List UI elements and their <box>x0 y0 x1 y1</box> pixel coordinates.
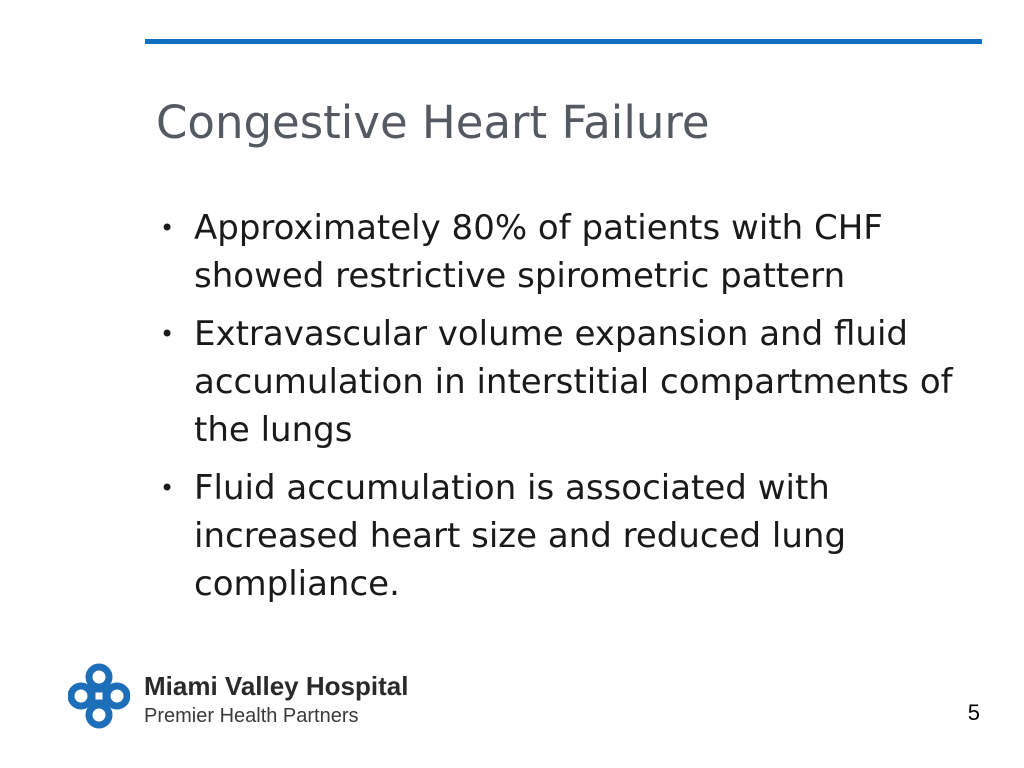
page-number: 5 <box>967 700 980 725</box>
bullet-marker: • <box>160 214 175 242</box>
top-divider <box>145 39 982 44</box>
hospital-cross-knot-icon <box>68 663 130 729</box>
bullet-text: Extravascular volume expansion and fluid accumulation in interstitial compartments of the lungs <box>194 314 953 450</box>
bullet-item <box>156 464 956 608</box>
bullet-marker: • <box>160 474 175 502</box>
slide-title: Congestive Heart Failure <box>156 96 710 149</box>
bullet-list <box>156 204 956 618</box>
logo-name: Miami Valley Hospital <box>144 671 409 701</box>
bullet-text: Fluid accumulation is associated with increased heart size and reduced lung compliance. <box>194 468 847 604</box>
bullet-item <box>156 310 956 454</box>
bullet-marker: • <box>160 320 175 348</box>
logo-subtitle: Premier Health Partners <box>144 705 359 727</box>
bullet-text: Approximately 80% of patients with CHF showed restrictive spirometric pattern <box>194 208 883 296</box>
bullet-item <box>156 204 956 300</box>
